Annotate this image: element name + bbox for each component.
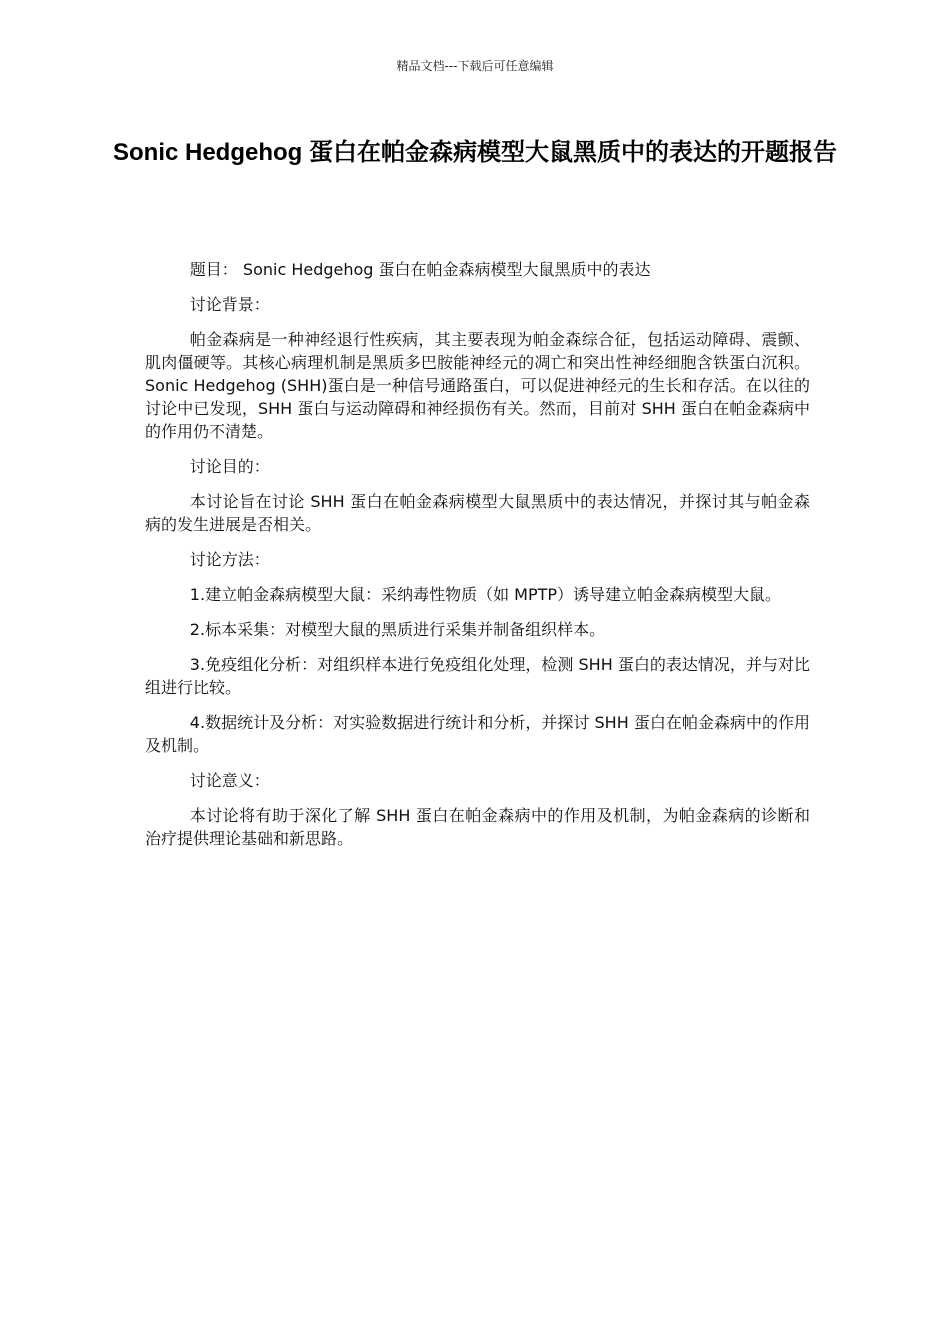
method-item: 4.数据统计及分析：对实验数据进行统计和分析，并探讨 SHH 蛋白在帕金森病中的作用及机制。 [145,713,810,755]
significance-text: 本讨论将有助于深化了解 SHH 蛋白在帕金森病中的作用及机制，为帕金森病的诊断和治疗提供理论基础和新思路。 [145,806,810,848]
document-body [145,258,810,862]
purpose-text: 本讨论旨在讨论 SHH 蛋白在帕金森病模型大鼠黑质中的表达情况，并探讨其与帕金森病的发生进展是否相关。 [145,492,810,534]
topic-line [145,258,810,281]
topic-value: Sonic Hedgehog 蛋白在帕金森病模型大鼠黑质中的表达 [242,260,651,279]
document-title: Sonic Hedgehog 蛋白在帕金森病模型大鼠黑质中的表达的开题报告 [112,139,837,166]
background-text: 帕金森病是一种神经退行性疾病，其主要表现为帕金森综合征，包括运动障碍、震颤、肌肉僵硬等。其核心病理机制是黑质多巴胺能神经元的凋亡和突出性神经细胞含铁蛋白沉积。Sonic Hedgehog (SHH)蛋白是一种信号通路蛋白，可以促进神经元的生长和存活。在以往的讨论中已发现，SHH 蛋白与运动障碍和神经损伤有关。然而，目前对 SHH 蛋白在帕金森病中的作用仍不清楚。 [145,330,810,441]
method-item: 3.免疫组化分析：对组织样本进行免疫组化处理，检测 SHH 蛋白的表达情况，并与对比组进行比较。 [145,655,810,697]
background-heading: 讨论背景： [189,295,270,314]
method-item: 2.标本采集：对模型大鼠的黑质进行采集并制备组织样本。 [189,620,606,639]
significance-heading: 讨论意义： [189,771,270,790]
topic-label: 题目： [189,260,238,279]
purpose-heading: 讨论目的： [189,457,270,476]
method-item: 1.建立帕金森病模型大鼠：采纳毒性物质（如 MPTP）诱导建立帕金森病模型大鼠。 [189,585,782,604]
methods-heading: 讨论方法： [189,550,270,569]
header-note: 精品文档---下载后可任意编辑 [396,59,554,73]
